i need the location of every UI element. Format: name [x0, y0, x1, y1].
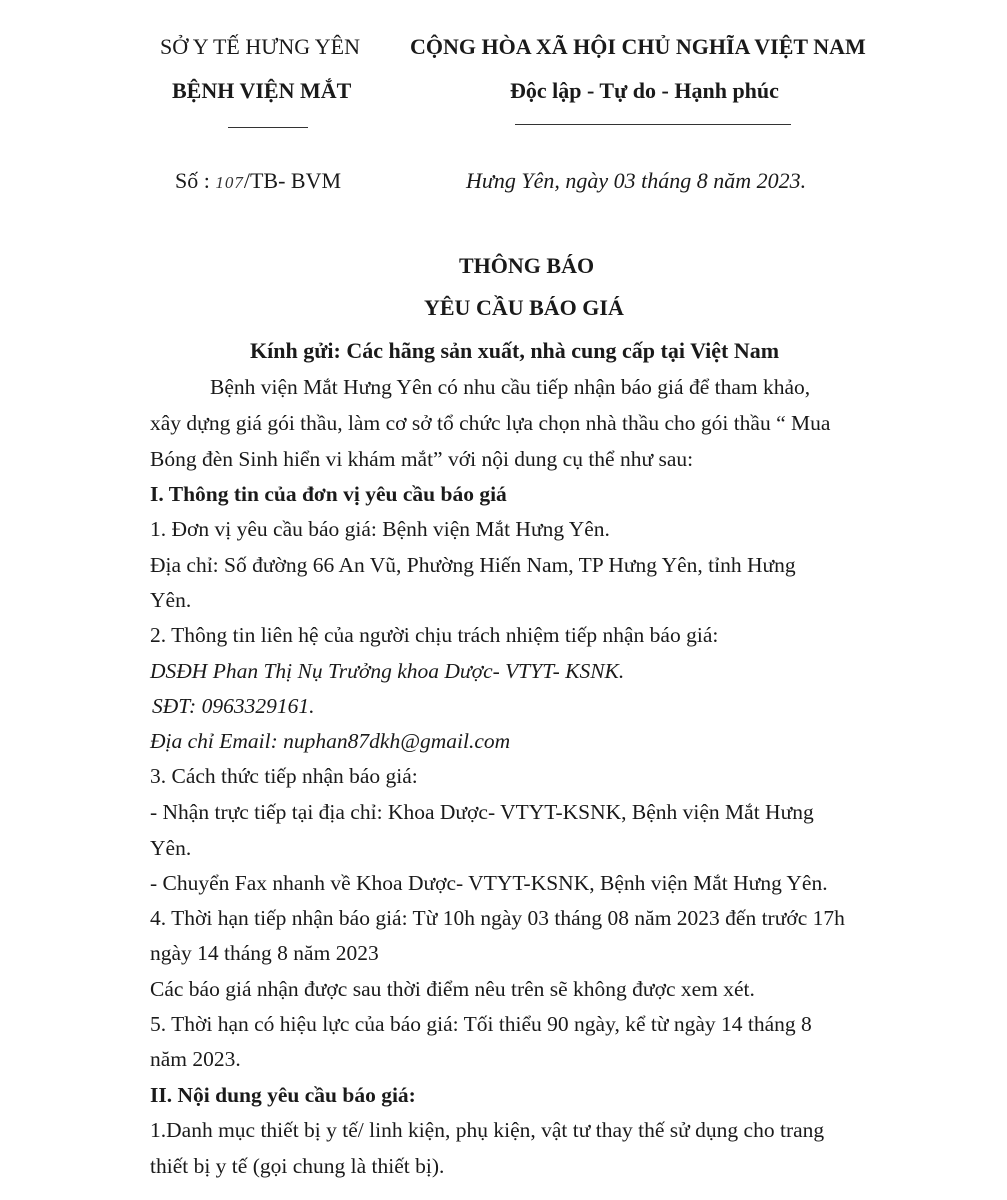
- contact-email: Địa chỉ Email: nuphan87dkh@gmail.com: [150, 729, 511, 753]
- contact-heading: 2. Thông tin liên hệ của người chịu trách nhiệm tiếp nhận báo giá:: [150, 623, 719, 647]
- address-line-2: Yên.: [150, 588, 192, 612]
- contact-name: DSĐH Phan Thị Nụ Trưởng khoa Dược- VTYT- KSNK.: [150, 659, 625, 683]
- deadline-line-1: 4. Thời hạn tiếp nhận báo giá: Từ 10h ngày 03 tháng 08 năm 2023 đến trước 17h: [150, 906, 845, 930]
- deadline-line-2: ngày 14 tháng 8 năm 2023: [150, 941, 379, 965]
- intro-line-2: xây dựng giá gói thầu, làm cơ sở tổ chức lựa chọn nhà thầu cho gói thầu “ Mua: [150, 411, 831, 435]
- section-2-heading: II. Nội dung yêu cầu báo giá:: [150, 1083, 416, 1107]
- validity-line-2: năm 2023.: [150, 1047, 241, 1071]
- intro-line-1: Bệnh viện Mắt Hưng Yên có nhu cầu tiếp nhận báo giá để tham khảo,: [210, 375, 811, 399]
- late-submission-note: Các báo giá nhận được sau thời điểm nêu trên sẽ không được xem xét.: [150, 977, 755, 1001]
- department-name: SỞ Y TẾ HƯNG YÊN: [160, 34, 360, 59]
- section-1-heading: I. Thông tin của đơn vị yêu cầu báo giá: [150, 482, 507, 506]
- validity-line-1: 5. Thời hạn có hiệu lực của báo giá: Tối thiểu 90 ngày, kể từ ngày 14 tháng 8: [150, 1012, 812, 1036]
- intro-line-3: Bóng đèn Sinh hiển vi khám mắt” với nội dung cụ thể như sau:: [150, 447, 694, 471]
- equipment-list-line-2: thiết bị y tế (gọi chung là thiết bị).: [150, 1154, 445, 1178]
- document-number-suffix: /TB- BVM: [243, 168, 342, 193]
- recipient-line: Kính gửi: Các hãng sản xuất, nhà cung cấp tại Việt Nam: [250, 338, 780, 363]
- national-motto: Độc lập - Tự do - Hạnh phúc: [510, 78, 779, 103]
- document-number: [175, 168, 341, 194]
- equipment-list-line-1: 1.Danh mục thiết bị y tế/ linh kiện, phụ kiện, vật tư thay thế sử dụng cho trang: [150, 1118, 825, 1142]
- document-subtitle: YÊU CẦU BÁO GIÁ: [424, 295, 624, 320]
- address-line-1: Địa chỉ: Số đường 66 An Vũ, Phường Hiến Nam, TP Hưng Yên, tỉnh Hưng: [150, 553, 796, 577]
- contact-phone: SĐT: 0963329161.: [152, 694, 315, 718]
- document-number-prefix: Số :: [175, 168, 216, 193]
- receive-method-1-line-1: - Nhận trực tiếp tại địa chỉ: Khoa Dược- VTYT-KSNK, Bệnh viện Mắt Hưng: [150, 800, 814, 824]
- country-name: CỘNG HÒA XÃ HỘI CHỦ NGHĨA VIỆT NAM: [410, 34, 866, 59]
- place-and-date: Hưng Yên, ngày 03 tháng 8 năm 2023.: [466, 168, 807, 193]
- receive-method-heading: 3. Cách thức tiếp nhận báo giá:: [150, 764, 418, 788]
- document-title: THÔNG BÁO: [459, 253, 595, 278]
- document-number-handwritten: 107: [215, 173, 244, 192]
- receive-method-2: - Chuyển Fax nhanh về Khoa Dược- VTYT-KSNK, Bệnh viện Mắt Hưng Yên.: [150, 871, 828, 895]
- requesting-unit: 1. Đơn vị yêu cầu báo giá: Bệnh viện Mắt Hưng Yên.: [150, 517, 610, 541]
- right-header-underline: [515, 124, 791, 125]
- left-header-underline: [228, 127, 308, 128]
- receive-method-1-line-2: Yên.: [150, 836, 192, 860]
- hospital-name: BỆNH VIỆN MẮT: [172, 78, 352, 103]
